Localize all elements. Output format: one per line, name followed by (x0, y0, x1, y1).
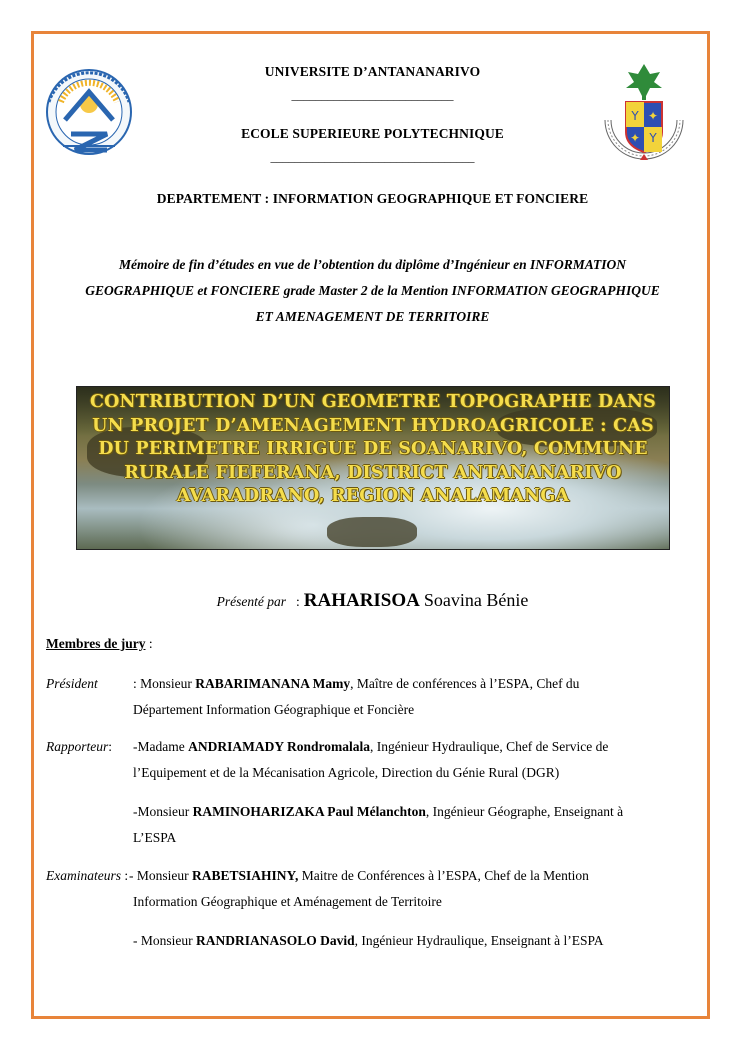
memoire-line-1: Mémoire de fin d’études en vue de l’obtention du diplôme d’Ingénieur en INFORMATION (118, 257, 626, 272)
president-line-1 (133, 671, 693, 697)
memoire-line-2: GEOGRAPHIQUE et FONCIERE grade Master 2 de la Mention INFORMATION GEOGRAPHIQUE (85, 283, 660, 298)
jury-heading-label: Membres de jury (46, 636, 146, 651)
examinateur-2-prefix: - Monsieur (133, 933, 196, 948)
examinateur-2-entry (133, 928, 693, 954)
rapporteur-1-line-2: l’Equipement et de la Mécanisation Agricole, Direction du Génie Rural (DGR) (133, 765, 560, 780)
rapporteur-1-entry (133, 734, 693, 786)
svg-text:Y: Y (649, 131, 657, 145)
role-rapporteur-label: Rapporteur (46, 739, 109, 754)
thesis-title-line-4: RURALE FIEFERANA, DISTRICT ANTANANARIVO (124, 462, 622, 483)
rapporteur-1-prefix: -Madame (133, 739, 189, 754)
examinateur-1-prefix: - Monsieur (129, 868, 192, 883)
svg-text:Y: Y (631, 109, 639, 123)
rapporteur-2-entry (133, 799, 693, 851)
svg-text:✦: ✦ (647, 109, 659, 123)
jury-heading-suffix: : (145, 636, 153, 651)
rapporteur-2-name: RAMINOHARIZAKA Paul Mélanchton (192, 804, 426, 819)
role-examinateurs (46, 868, 128, 884)
president-line-2: Département Information Géographique et Foncière (133, 702, 415, 717)
examinateur-2-title: , Ingénieur Hydraulique, Enseignant à l’ESPA (354, 933, 604, 948)
role-examinateurs-label: Examinateurs (46, 868, 121, 883)
university-name: UNIVERSITE D’ANTANANARIVO (264, 64, 481, 79)
memoire-statement (40, 252, 705, 330)
svg-text:✦: ✦ (629, 131, 641, 145)
author-given-name: Soavina Bénie (423, 590, 529, 610)
header-rule-2: __________________________________ (270, 150, 475, 164)
presented-by-colon: : (295, 594, 300, 609)
title-banner (76, 386, 670, 550)
president-title: , Maître de conférences à l’ESPA, Chef du (350, 676, 580, 691)
rapporteur-1-line-1 (133, 734, 693, 760)
thesis-title-line-1: CONTRIBUTION D’UN GEOMETRE TOPOGRAPHE DANS (89, 392, 657, 412)
examinateur-1-entry (129, 863, 689, 915)
rapporteur-2-title: , Ingénieur Géographe, Enseignant à (425, 804, 624, 819)
presented-by-label: Présenté par (216, 594, 286, 609)
department-name: DEPARTEMENT : INFORMATION GEOGRAPHIQUE ET FONCIERE (156, 191, 589, 206)
presented-by (0, 590, 745, 612)
rapporteur-1-name: ANDRIAMADY Rondromalala (188, 739, 370, 754)
rapporteur-2-prefix: -Monsieur (133, 804, 193, 819)
role-rapporteur (46, 739, 112, 755)
rapporteur-1-title: , Ingénieur Hydraulique, Chef de Service de (369, 739, 609, 754)
role-president: Président (46, 676, 98, 691)
examinateur-2-line-1 (133, 928, 693, 954)
rapporteur-2-line-2: L’ESPA (133, 830, 177, 845)
role-examinateurs-colon: : (121, 868, 129, 883)
author-surname: RAHARISOA (303, 590, 420, 611)
examinateur-1-title: Maitre de Conférences à l’ESPA, Chef de la Mention (298, 868, 589, 883)
examinateur-1-line-2: Information Géographique et Aménagement de Territoire (133, 894, 442, 909)
memoire-line-3: ET AMENAGEMENT DE TERRITOIRE (255, 309, 490, 324)
thesis-title (77, 391, 669, 509)
thesis-title-line-3: DU PERIMETRE IRRIGUE DE SOANARIVO, COMMUNE (98, 439, 648, 459)
thesis-title-line-2: UN PROJET D’AMENAGEMENT HYDROAGRICOLE : CAS (92, 415, 654, 436)
role-rapporteur-colon: : (108, 739, 113, 754)
thesis-title-line-5: AVARADRANO, REGION ANALAMANGA (176, 486, 570, 506)
examinateur-1-line-1 (129, 863, 689, 889)
examinateur-2-name: RANDRIANASOLO David (196, 933, 355, 948)
rapporteur-2-line-1 (133, 799, 693, 825)
school-name: ECOLE SUPERIEURE POLYTECHNIQUE (241, 126, 504, 141)
header-rule-1: ___________________________ (291, 88, 454, 102)
president-prefix: : Monsieur (133, 676, 196, 691)
jury-heading (46, 636, 153, 652)
examinateur-1-name: RABETSIAHINY, (192, 868, 299, 883)
president-entry (133, 671, 693, 723)
banner-photo-shape (327, 517, 417, 547)
president-name: RABARIMANANA Mamy (195, 676, 351, 691)
